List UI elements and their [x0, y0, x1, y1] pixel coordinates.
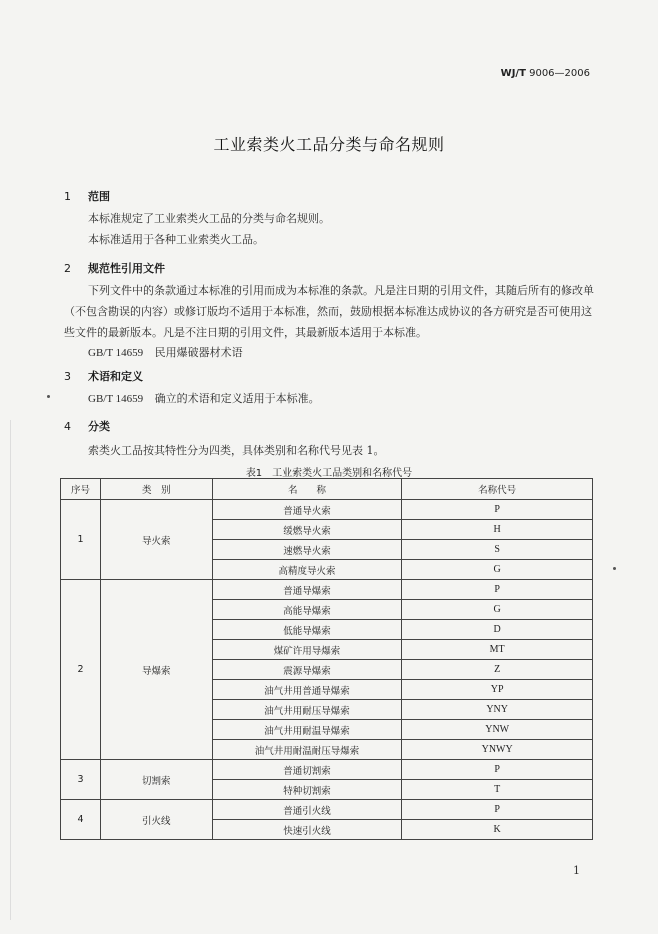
cell-category: 引火线 — [100, 800, 212, 840]
section-2-heading — [64, 260, 165, 276]
table-body — [61, 500, 593, 840]
cell-code: P — [402, 580, 593, 600]
cell-code: D — [402, 620, 593, 640]
cell-seq: 1 — [61, 500, 101, 580]
reference-text: 确立的术语和定义适用于本标准。 — [154, 392, 320, 405]
cell-name: 缓燃导火索 — [212, 520, 402, 540]
header-category: 类 别 — [100, 479, 212, 500]
section-number: 4 — [64, 420, 71, 433]
section-number: 2 — [64, 262, 71, 275]
paragraph: 本标准适用于各种工业索类火工品。 — [88, 233, 264, 246]
cell-code: MT — [402, 640, 593, 660]
standard-number: 9006—2006 — [529, 68, 590, 79]
section-title: 范围 — [88, 190, 110, 203]
cell-code: K — [402, 820, 593, 840]
section-number: 1 — [64, 190, 71, 203]
cell-code: YP — [402, 680, 593, 700]
cell-seq: 4 — [61, 800, 101, 840]
table-row — [61, 800, 593, 820]
cell-code: T — [402, 780, 593, 800]
cell-name: 低能导爆索 — [212, 620, 402, 640]
cell-name: 油气井用耐压导爆索 — [212, 700, 402, 720]
terms-reference — [88, 390, 320, 406]
cell-name: 普通切割索 — [212, 760, 402, 780]
reference-code: GB/T 14659 — [88, 347, 144, 359]
cell-code: YNW — [402, 720, 593, 740]
reference-title: 民用爆破器材术语 — [154, 346, 243, 359]
section-1-heading — [64, 188, 110, 204]
page-title: 工业索类火工品分类与命名规则 — [213, 135, 445, 154]
section-4-heading — [64, 418, 110, 434]
classification-table — [60, 478, 593, 840]
cell-name: 速燃导火索 — [212, 540, 402, 560]
cell-name: 普通导爆索 — [212, 580, 402, 600]
reference-code: GB/T 14659 — [88, 393, 144, 405]
section-title: 分类 — [88, 420, 110, 433]
cell-name: 震源导爆索 — [212, 660, 402, 680]
cell-code: P — [402, 500, 593, 520]
cell-category: 切割索 — [100, 760, 212, 800]
header-name: 名 称 — [212, 479, 402, 500]
table-row — [61, 580, 593, 600]
cell-code: YNY — [402, 700, 593, 720]
table-header-row — [61, 479, 593, 500]
paragraph: 下列文件中的条款通过本标准的引用而成为本标准的条款。凡是注日期的引用文件，其随后所有的修改单（不包含勘误的内容）或修订版均不适用于本标准，然而，鼓励根据本标准达成协议的各方研究是否可使用这些文件的最新版本。凡是不注日期的引用文件，其最新版本适用于本标准。 — [64, 284, 594, 339]
section-title: 术语和定义 — [88, 370, 143, 383]
header-code: 名称代号 — [402, 479, 593, 500]
cell-code: YNWY — [402, 740, 593, 760]
cell-code: S — [402, 540, 593, 560]
cell-name: 特种切割索 — [212, 780, 402, 800]
cell-seq: 3 — [61, 760, 101, 800]
cell-code: G — [402, 560, 593, 580]
cell-code: H — [402, 520, 593, 540]
standard-code — [501, 68, 590, 79]
header-seq: 序号 — [61, 479, 101, 500]
cell-seq: 2 — [61, 580, 101, 760]
normative-reference — [88, 344, 243, 360]
cell-name: 煤矿许用导爆索 — [212, 640, 402, 660]
table-caption: 表1 工业索类火工品类别和名称代号 — [245, 468, 413, 479]
table-row — [61, 500, 593, 520]
section-title: 规范性引用文件 — [88, 262, 165, 275]
cell-code: Z — [402, 660, 593, 680]
standard-prefix: WJ/T — [500, 68, 526, 79]
table-row — [61, 760, 593, 780]
cell-name: 普通引火线 — [212, 800, 402, 820]
cell-code: G — [402, 600, 593, 620]
section-3-heading — [64, 368, 143, 384]
cell-name: 油气井用耐温耐压导爆索 — [212, 740, 402, 760]
scan-edge-line — [10, 420, 11, 920]
cell-category: 导爆索 — [100, 580, 212, 760]
cell-name: 高精度导火索 — [212, 560, 402, 580]
cell-code: P — [402, 800, 593, 820]
section-number: 3 — [64, 370, 71, 383]
cell-name: 普通导火索 — [212, 500, 402, 520]
cell-code: P — [402, 760, 593, 780]
cell-name: 高能导爆索 — [212, 600, 402, 620]
scan-speck — [613, 567, 616, 570]
cell-name: 快速引火线 — [212, 820, 402, 840]
cell-name: 油气井用普通导爆索 — [212, 680, 402, 700]
cell-name: 油气井用耐温导爆索 — [212, 720, 402, 740]
paragraph: 本标准规定了工业索类火工品的分类与命名规则。 — [88, 212, 330, 225]
paragraph: 索类火工品按其特性分为四类，具体类别和名称代号见表 1。 — [88, 444, 385, 457]
scan-speck — [47, 395, 50, 398]
page-number: 1 — [573, 864, 580, 877]
cell-category: 导火索 — [100, 500, 212, 580]
